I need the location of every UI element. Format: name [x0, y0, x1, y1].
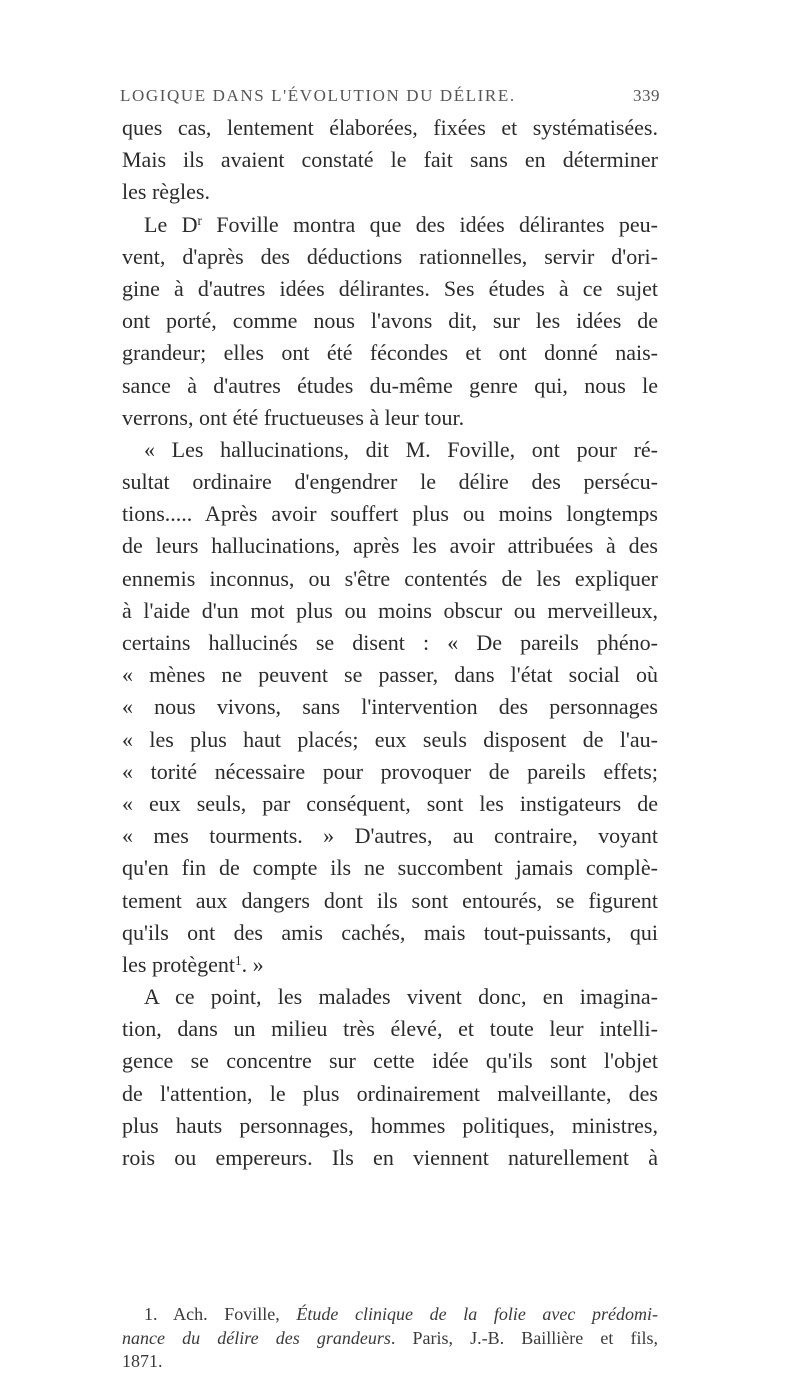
text-line: « torité nécessaire pour provoquer de pareils effets;	[122, 758, 658, 784]
text-line: qu'en fin de compte ils ne succombent jamais complè-	[122, 855, 658, 881]
running-head-title: LOGIQUE DANS L'ÉVOLUTION DU DÉLIRE.	[120, 86, 516, 105]
footnote	[122, 1303, 658, 1374]
footnote-author: Ach. Foville,	[157, 1304, 297, 1324]
text-line: à l'aide d'un mot plus ou moins obscur ou merveilleux,	[122, 597, 658, 623]
text-line: de leurs hallucinations, après les avoir attribuées à des	[122, 533, 658, 559]
text-fragment: Le D	[144, 211, 198, 237]
text-line: certains hallucinés se disent : « De pareils phéno-	[122, 630, 658, 655]
text-line: « eux seuls, par conséquent, sont les instigateurs de	[122, 790, 658, 816]
footnote-line	[122, 1303, 658, 1327]
text-line: verrons, ont été fructueuses à leur tour.	[122, 404, 465, 430]
text-fragment: les protègent	[122, 951, 236, 977]
text-line: sultat ordinaire d'engendrer le délire des persécu-	[122, 469, 658, 495]
text-line: vent, d'après des déductions rationnelles, servir d'ori-	[122, 243, 658, 269]
text-line: plus hauts personnages, hommes politiques, ministres,	[122, 1112, 658, 1138]
text-line: de l'attention, le plus ordinairement malveillante, des	[122, 1080, 658, 1106]
footnote-title: Étude clinique de la folie avec prédomi-	[296, 1304, 659, 1324]
text-fragment: . »	[241, 951, 264, 977]
footnote-number: 1.	[144, 1304, 158, 1324]
text-line: A ce point, les malades vivent donc, en imagina-	[144, 984, 658, 1010]
text-line: sance à d'autres études du-même genre qui, nous le	[122, 372, 658, 398]
body-text	[122, 112, 658, 1174]
text-line: rois ou empereurs. Ils en viennent naturellement à	[122, 1145, 658, 1170]
footnote-line	[122, 1327, 658, 1351]
text-line: « nous vivons, sans l'intervention des personnages	[122, 694, 658, 720]
text-line: ont porté, comme nous l'avons dit, sur les idées de	[122, 308, 658, 334]
text-line: « les plus haut placés; eux seuls disposent de l'au-	[122, 726, 658, 752]
text-line: tement aux dangers dont ils sont entourés, se figurent	[122, 887, 658, 913]
text-line: ennemis inconnus, ou s'être contentés de les expliquer	[122, 565, 658, 591]
text-line	[122, 949, 658, 981]
footnote-reference: 1	[235, 952, 242, 968]
text-line: ques cas, lentement élaborées, fixées et systématisées.	[122, 115, 658, 140]
text-line: grandeur; elles ont été fécondes et ont donné nais-	[122, 340, 658, 366]
footnote-title: nance du délire des grandeurs	[122, 1327, 391, 1348]
text-line: les règles.	[122, 179, 210, 205]
text-line: tion, dans un milieu très élevé, et toute leur intelli-	[122, 1016, 658, 1042]
text-line: « mènes ne peuvent se passer, dans l'état social où	[122, 662, 658, 688]
footnote-publisher: . Paris, J.-B. Baillière et fils,	[390, 1327, 658, 1348]
running-head	[120, 86, 660, 106]
text-line: tions..... Après avoir souffert plus ou moins longtemps	[122, 501, 658, 527]
text-line: gine à d'autres idées délirantes. Ses études à ce sujet	[122, 275, 658, 301]
page-number: 339	[633, 86, 660, 105]
text-line: « mes tourments. » D'autres, au contraire, voyant	[122, 823, 658, 849]
text-line: « Les hallucinations, dit M. Foville, ont pour ré-	[144, 436, 658, 462]
text-line: qu'ils ont des amis cachés, mais tout-puissants, qui	[122, 919, 658, 945]
text-fragment: Foville montra que des idées délirantes peu-	[201, 211, 659, 237]
superscript: r	[197, 212, 202, 228]
footnote-year: 1871.	[122, 1351, 163, 1371]
text-line: gence se concentre sur cette idée qu'ils sont l'objet	[122, 1048, 658, 1074]
text-line: Mais ils avaient constaté le fait sans en déterminer	[122, 147, 658, 173]
text-line	[122, 209, 658, 241]
